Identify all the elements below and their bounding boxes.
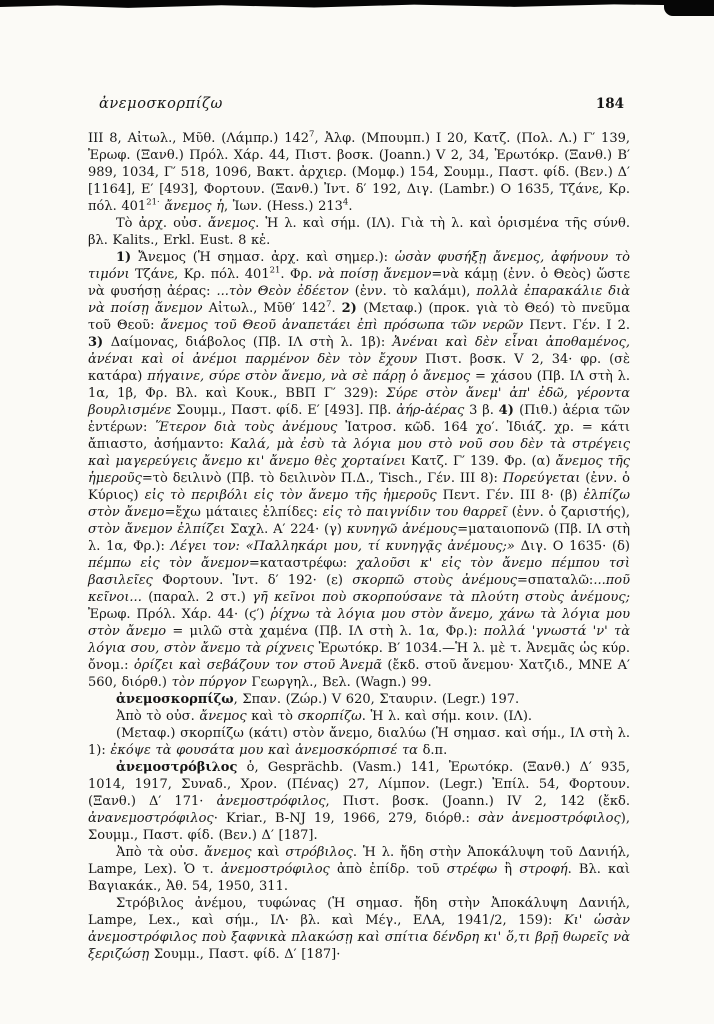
running-head-headword: ἀνεμοσκορπίζω — [99, 96, 223, 112]
text-run: ἄνεμος — [204, 845, 252, 860]
text-run: =σπαταλῶ: — [517, 573, 594, 588]
entry-anemos-references — [88, 130, 630, 215]
text-run: τὸν πύργον — [171, 675, 252, 690]
text-run: Γεωργηλ., Βελ. (Wagn.) 99. — [251, 675, 432, 690]
text-run: Πορεύγεται — [502, 471, 586, 486]
text-run: . Φρ. — [280, 267, 318, 282]
page-number: 184 — [595, 96, 624, 112]
entry-anemoskorpizo-headline — [88, 691, 630, 708]
text-run: σκορπῶ στοὺς ἀνέμους — [352, 573, 518, 588]
text-run: ἄνεμος τῆς ἡμεροῦς — [88, 454, 631, 486]
text-run: Κι' ὡσὰν ἀνεμοστρόφιλος ποὺ ξαφνικὰ πλακώσῃ καὶ σπίτια δένδρη κι' ὅ,τι βρῇ θωρεῖς νὰ ξεριζώσῃ — [88, 913, 630, 962]
text-run: 3 β. — [469, 403, 499, 418]
text-run: . Ἡ λ. ἤδη στὴν Ἀποκάλυψη τοῦ Δανιήλ, Lampe, Lex). Ὁ τ. — [88, 845, 630, 877]
text-run: (ἐνν. ὁ Κύριος) — [88, 471, 630, 503]
text-run: =καταστρέφω: — [248, 556, 357, 571]
text-run: =ματαιοπονῶ (Πβ. ΙΛ στὴ λ. 1α, Φρ.): — [88, 522, 630, 554]
text-run: Ἄνεμος (Ἡ σημασ. ἀρχ. καὶ σημερ.): — [138, 250, 395, 265]
text-run: , Ἰων. (Hess.) 213 — [224, 199, 343, 214]
text-run: Ἀνέναι καὶ δὲν εἶναι ἀποθαμένος, ἀνέναι καὶ οἱ ἀνέμοι παρμένον δὲν τὸν ἔχουν — [88, 335, 631, 367]
text-run: νὰ ποίσῃ ἄνεμον — [317, 267, 432, 282]
text-run: 4 — [342, 197, 349, 208]
text-run: πολλὰ ἐπαρακάλιε διὰ νὰ ποίσῃ ἄνεμον — [88, 284, 630, 316]
text-run: χαλοῦσι κ' εἰς τὸν ἄνεμο πέμπου τσὶ βασιλεῖες — [88, 556, 630, 588]
entry-anemos-etymology — [88, 215, 630, 249]
text-run: . Ἡ λ. καὶ σήμ. κοιν. (ΙΛ). — [361, 709, 533, 724]
text-run: 7 — [326, 299, 332, 310]
text-run: ...τὸν Θεὸν ἐδέετον — [216, 284, 355, 299]
text-run: · Kriar., B-NJ 19, 1966, 279, διόρθ.: — [213, 811, 479, 826]
text-run: ἀήρ-ἀέρας — [396, 403, 470, 418]
text-run: κυνηγῶ ἀνέμους — [346, 522, 458, 537]
text-run: ἄνεμος τοῦ Θεοῦ ἀναπετάει ἐπὶ πρόσωπα τῶν νερῶν — [160, 318, 530, 333]
text-run: ἀνανεμοστρόφιλος — [88, 811, 214, 826]
text-run: στροφή — [519, 862, 568, 877]
text-run: , Πιστ. βοσκ. (Joann.) IV 2, 142 (ἔκδ. — [325, 794, 630, 809]
text-run: ὁ, Gesprächb. (Vasm.) 141, Ἐρωτόκρ. (Ξανθ.) Δ′ 935, 1014, 1917, Συναδ., Χρον. (Πένας) 27, Λίμπον. (Legr.) Ἐπίλ. 54, Φορτουν. (Ξανθ.) Δ′ 171· — [88, 760, 630, 809]
text-run: σὰν ἀνεμοστρόφιλος — [478, 811, 621, 826]
running-head — [88, 96, 630, 112]
text-run: , Σπαν. (Ζώρ.) V 620, Σταυριν. (Legr.) 197. — [233, 692, 520, 707]
text-run: Αἰτωλ., Μῦθ′ 142 — [208, 301, 327, 316]
text-run: ἢ — [497, 862, 520, 877]
text-run: Κατζ. Γ′ 139. Φρ. (α) — [411, 454, 556, 469]
text-run: (παραλ. 2 στ.) — [148, 590, 253, 605]
text-run: 21 — [269, 265, 281, 276]
text-run: ἀνεμοσκορπίζω — [116, 692, 234, 707]
text-run: (ἔκδ. στοῦ ἄνεμου· Χατζιδ., ΜΝΕ Α′ 560, διόρθ.) — [88, 658, 630, 690]
entry-anemostrovilos-sense — [88, 895, 630, 963]
text-run: Σουμμ., Παστ. φίδ. Ε′ [493]. Πβ. — [176, 403, 397, 418]
text-run: πήγαινε, σύρε στὸν ἄνεμο, νὰ σὲ πάρῃ ὁ ἄνεμος — [147, 369, 476, 384]
scan-corner-artifact — [664, 0, 714, 16]
text-run: 3) — [88, 335, 111, 350]
text-run: ὁρίζει καὶ σεβάζουν τον στοῦ Ἀνεμᾶ — [133, 658, 388, 673]
entry-anemostrovilos-headline — [88, 759, 630, 844]
text-run: Σαχλ. Α′ 224· (γ) — [230, 522, 347, 537]
text-run: ἄνεμος — [199, 709, 247, 724]
text-run: Καλά, μὰ ἐσὺ τὰ λόγια μου στὸ νοῦ σου δὲν τὰ στρέγεις καὶ μαγερεύγεις ἄνεμο κι' ἄνεμο θὲς χορταίνει — [88, 437, 630, 469]
text-run: Ἕτερον διὰ τοὺς ἀνέμους — [155, 420, 346, 435]
text-run: (ἐνν. ὁ ζαριστής), — [511, 505, 630, 520]
text-run: ῥίχνω τὰ λόγια μου στὸν ἄνεμο, χάνω τὰ λόγια μου στὸν ἄνεμο — [88, 607, 630, 639]
text-run: =νὰ κάμῃ (ἐνν. ὁ Θεὸς) ὥστε νὰ φυσήσῃ ἀέρας: — [88, 267, 630, 299]
text-run: ἄνεμος — [207, 216, 256, 231]
text-run: στρόβιλος — [285, 845, 353, 860]
text-run: Σουμμ., Παστ. φίδ. Δ′ [187]· — [153, 947, 341, 962]
text-run: καὶ — [251, 845, 286, 860]
text-run: ἀνεμοστρόφιλος — [220, 862, 330, 877]
text-run: Πιστ. βοσκ. V 2, 34· φρ. (σὲ κατάρα) — [88, 352, 630, 384]
text-run: ἀπὸ ἐπίδρ. τοῦ — [329, 862, 447, 877]
text-run: ἀνεμοστρόβιλος — [116, 760, 238, 775]
scan-edge-artifact — [0, 0, 714, 11]
text-run: Ἐρωφ. Πρόλ. Χάρ. 44· (ϛ′) — [88, 607, 271, 622]
text-run: στὸν ἄνεμον ἐλπίζει — [88, 522, 231, 537]
text-run: (Μεταφ.) σκορπίζω (κάτι) στὸν ἄνεμο, διαλύω (Ἡ σημασ. καὶ σήμ., ΙΛ στὴ λ. 1): — [88, 726, 630, 758]
text-run: ἀνεμοστρόφιλος — [216, 794, 326, 809]
entry-anemoskorpizo-sense — [88, 725, 630, 759]
text-run: = μιλῶ στὰ χαμένα (Πβ. ΙΛ στὴ λ. 1α, Φρ.): — [172, 624, 484, 639]
text-run: Τὸ ἀρχ. οὐσ. — [116, 216, 208, 231]
text-run: δ.π. — [422, 743, 448, 758]
text-run: 2) — [341, 301, 364, 316]
text-run: εἰς τὸ περιβόλι εἰς τὸν ἄνεμο τῆς ἡμεροῦς — [144, 488, 443, 503]
text-run: ...ποῦ κεῖνοι... — [88, 573, 630, 605]
text-run: . — [331, 301, 342, 316]
text-run: Τζάνε, Κρ. πόλ. 401 — [135, 267, 270, 282]
text-run: σκορπίζω — [297, 709, 362, 724]
text-run: ὡσὰν φυσήξῃ ἄνεμος, ἀφήνουν τὸ τιμόνι — [88, 250, 630, 282]
text-run: στρέφω — [446, 862, 498, 877]
entry-text — [88, 130, 630, 963]
text-run: Στρόβιλος ἀνέμου, τυφώνας (Ἡ σημασ. ἤδη στὴν Ἀποκάλυψη Δανιήλ, Lampe, Lex., καὶ σήμ., ΙΛ· βλ. καὶ Μέγ., ΕΛΑ, 1941/2, 159): — [88, 896, 630, 928]
text-run: εἰς τὸ παιγνίδιν του θαρρεῖ — [322, 505, 512, 520]
text-run: =ἔχω μάταιες ἐλπίδες: — [164, 505, 323, 520]
text-run: Δαίμονας, διάβολος (Πβ. ΙΛ στὴ λ. 1β): — [110, 335, 393, 350]
text-run: . Ἡ λ. καὶ σήμ. (ΙΛ). Γιὰ τὴ λ. καὶ ὁρισμένα τῆς σύνθ. βλ. Kalits., Erkl. Eust. 8 κἑ. — [88, 216, 630, 248]
text-run: καὶ τὸ — [246, 709, 298, 724]
text-run: Πεντ. Γέν. I 2. — [529, 318, 630, 333]
text-run: 4) — [498, 403, 520, 418]
text-run: ), Σουμμ., Παστ. φίδ. (Βεν.) Δ′ [187]. — [88, 811, 630, 843]
text-run: Ἰατροσ. κῶδ. 164 χο′. Ἰδιάζ. χρ. = κάτι ἄπιαστο, ἀσήμαντο: — [88, 420, 630, 452]
text-run: 7 — [309, 129, 315, 140]
text-run: . — [348, 199, 353, 214]
entry-anemoskorpizo-etymology — [88, 708, 630, 725]
text-run: Φορτουν. Ἰντ. δ′ 192· (ε) — [162, 573, 353, 588]
text-run: = χάσου (Πβ. ΙΛ στὴ λ. 1α, 1β, Φρ. Βλ. καὶ Κουκ., ΒΒΠ Γ′ 329): — [88, 369, 631, 401]
text-run: γῆ κεῖνοι ποὺ σκορπούσανε τὰ πλούτη στοὺς ἀνέμους; — [252, 590, 630, 605]
entry-anemostrovilos-etymology — [88, 844, 630, 895]
text-run: =τὸ δειλινὸ (Πβ. τὸ δειλινὸν Π.Δ., Tisch., Γέν. III 8): — [141, 471, 503, 486]
text-run: Σύρε στὸν ἄνεμ' ἀπ' ἐδῶ, γέροντα βουρλισμένε — [88, 386, 630, 418]
text-run: πέμπω εἰς τὸν ἄνεμον — [88, 556, 249, 571]
text-run: (Μεταφ.) (προκ. γιὰ τὸ Θεό) τὸ πνεῦμα τοῦ Θεοῦ: — [88, 301, 631, 333]
text-run: . Βλ. καὶ Βαγιακάκ., Ἀθ. 54, 1950, 311. — [88, 862, 630, 894]
text-run: ἄνεμος ἡ — [164, 199, 224, 214]
text-run: Ἀπὸ τὸ οὐσ. — [116, 709, 200, 724]
text-run: ἐλπίζω στὸν ἄνεμο — [88, 488, 631, 520]
text-run: πολλά 'γνωστά 'ν' τὰ λόγια σου, στὸν ἄνεμο τὰ ρίχνεις — [88, 624, 630, 656]
text-run: Λέγει τον: «Παλληκάρι μου, τί κυνηγᾷς ἀνέμους;» — [170, 539, 521, 554]
text-run: Ἀπὸ τὰ οὐσ. — [116, 845, 205, 860]
text-run: 21· — [146, 197, 160, 208]
text-run: III 8, Αἰτωλ., Μῦθ. (Λάμπρ.) 142 — [88, 131, 310, 146]
text-run: Διγ. Ο 1635· (δ) — [520, 539, 630, 554]
text-run: ἐκόψε τὰ φουσάτα μου καὶ ἀνεμοσκόρπισέ τα — [110, 743, 423, 758]
entry-anemos-senses — [88, 249, 630, 691]
text-run: , Ἀλφ. (Μπουμπ.) I 20, Κατζ. (Πολ. Λ.) Γ′ 139, Ἐρωφ. (Ξανθ.) Πρόλ. Χάρ. 44, Πιστ. βοσκ. (Joann.) V 2, 34, Ἐρωτόκρ. (Ξανθ.) Β′ 989, 1034, Γ′ 518, 1096, Βακτ. ἀρχιερ. (Μομφ.) 154, Σουμμ., Παστ. φίδ. (Βεν.) Δ′ [1164], Ε′ [493], Φορτουν. (Ξανθ.) Ἰντ. δ′ 192, Διγ. (Lambr.) Ο 1635, Τζάνε, Κρ. πόλ. 401 — [88, 131, 630, 214]
text-run: Πεντ. Γέν. III 8· (β) — [442, 488, 584, 503]
text-run: Ἐρωτόκρ. Β′ 1034.—Ἡ λ. μὲ τ. Ἀνεμᾶς ὡς κύρ. ὄνομ.: — [88, 641, 630, 673]
text-run: (Πιθ.) ἀέρια τῶν ἐντέρων: — [88, 403, 630, 435]
text-run: (ἐνν. τὸ καλάμι), — [354, 284, 477, 299]
text-run: 1) — [116, 250, 139, 265]
